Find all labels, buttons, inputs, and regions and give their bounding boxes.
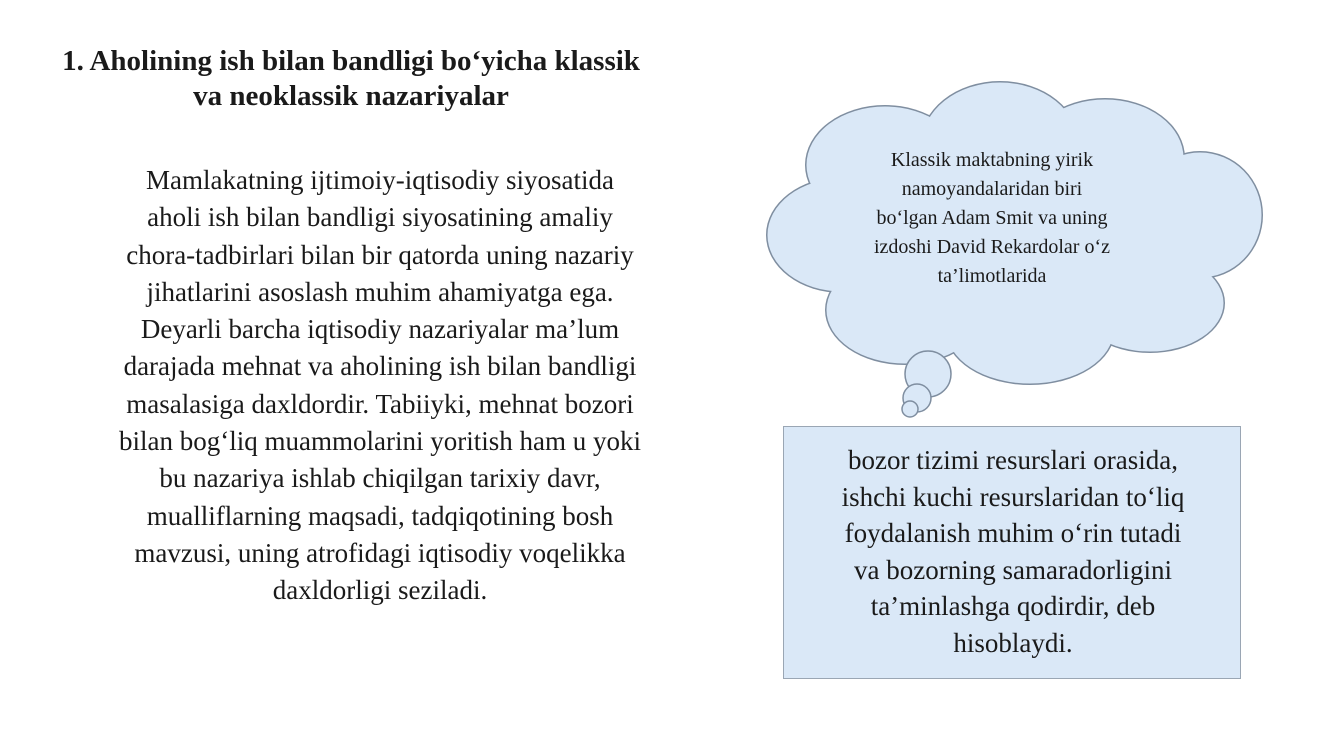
title-line: 1. Aholining ish bilan bandligi bo‘yicha klassik bbox=[62, 45, 640, 77]
box-line: foydalanish muhim o‘rin tutadi bbox=[844, 518, 1182, 548]
paragraph-line: darajada mehnat va aholining ish bilan bandligi bbox=[123, 351, 637, 382]
paragraph-line: Mamlakatning ijtimoiy-iqtisodiy siyosatida bbox=[146, 165, 614, 195]
quote-box bbox=[783, 426, 1241, 679]
box-line: ishchi kuchi resurslaridan to‘liq bbox=[841, 481, 1185, 512]
box-line: ta’minlashga qodirdir, deb bbox=[870, 591, 1156, 621]
cloud-line: ta’limotlarida bbox=[937, 265, 1047, 287]
paragraph-line: mavzusi, uning atrofidagi iqtisodiy voqelikka bbox=[134, 537, 626, 568]
cloud-line: bo‘lgan Adam Smit va uning bbox=[876, 207, 1108, 229]
box-line: va bozorning samaradorligini bbox=[854, 554, 1172, 585]
cloud-line: namoyandalaridan biri bbox=[901, 178, 1083, 200]
paragraph-line: jihatlarini asoslash muhim ahamiyatga ega. bbox=[146, 276, 614, 307]
paragraph-line: mualliflarning maqsadi, tadqiqotining bosh bbox=[146, 500, 614, 531]
box-line: hisoblaydi. bbox=[953, 627, 1073, 658]
cloud-line: Klassik maktabning yirik bbox=[890, 149, 1094, 171]
paragraph-line: masalasiga daxldordir. Tabiiyki, mehnat bozori bbox=[126, 388, 634, 419]
box-text bbox=[784, 442, 1242, 661]
paragraph-line: aholi ish bilan bandligi siyosatining amaliy bbox=[147, 202, 613, 233]
cloud-text bbox=[830, 146, 1154, 291]
cloud-line: izdoshi David Rekardolar o‘z bbox=[873, 236, 1111, 258]
title-line: va neoklassik nazariyalar bbox=[193, 80, 509, 112]
paragraph-line: daxldorligi seziladi. bbox=[272, 575, 488, 606]
paragraph-line: bu nazariya ishlab chiqilgan tarixiy davr, bbox=[159, 463, 601, 494]
tail-bubble-small bbox=[902, 401, 918, 417]
paragraph-line: bilan bog‘liq muammolarini yoritish ham u yoki bbox=[119, 426, 641, 457]
paragraph-line: Deyarli barcha iqtisodiy nazariyalar ma’lum bbox=[140, 314, 620, 345]
box-line: bozor tizimi resurslari orasida, bbox=[848, 445, 1178, 475]
paragraph-line: chora-tadbirlari bilan bir qatorda uning nazariy bbox=[126, 239, 634, 270]
